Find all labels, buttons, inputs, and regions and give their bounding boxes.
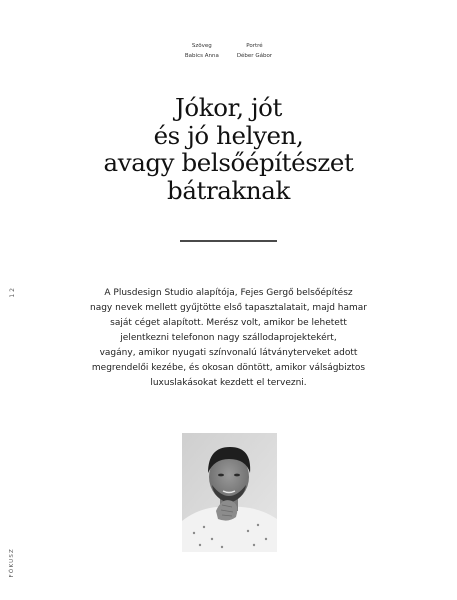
lead-line: A Plusdesign Studio alapítója, Fejes Gergő belsőépítész: [104, 288, 353, 298]
article-headline: [0, 94, 457, 204]
lead-line: nagy nevek mellett gyűjtötte első tapasztalatait, majd hamar: [90, 303, 367, 313]
headline-divider: [180, 240, 277, 242]
lead-line: jelentkezni telefonon nagy szállodaprojektekért,: [120, 333, 337, 343]
lead-line: megrendelői kezébe, és okosan döntött, amikor válságbiztos: [91, 363, 366, 373]
credit-value: Déber Gábor: [236, 53, 273, 59]
credit-label: Szöveg: [191, 43, 212, 49]
portrait-illustration: [182, 433, 277, 552]
lead-paragraph: [52, 286, 405, 391]
lead-line: vagány, amikor nyugati színvonalú látványterveket adott: [99, 348, 358, 358]
lead-line: luxuslakásokat kezdett el tervezni.: [150, 378, 307, 388]
credits: [0, 42, 457, 60]
lead-line: saját céget alapított. Merész volt, amikor be lehetett: [110, 318, 347, 328]
headline-line: avagy belsőépítészet: [103, 148, 354, 177]
portrait-photo: [182, 433, 277, 552]
headline-line: Jókor, jót: [175, 93, 282, 122]
credit-value: Babics Anna: [184, 53, 219, 59]
page-number: 12: [9, 286, 16, 298]
section-label: FÓKUSZ: [9, 548, 15, 578]
credit-label: Portré: [246, 43, 263, 49]
headline-line: bátraknak: [167, 175, 290, 205]
credit-photographer: [237, 42, 272, 60]
credit-text-author: [185, 42, 219, 60]
headline-line: és jó helyen,: [153, 120, 304, 150]
